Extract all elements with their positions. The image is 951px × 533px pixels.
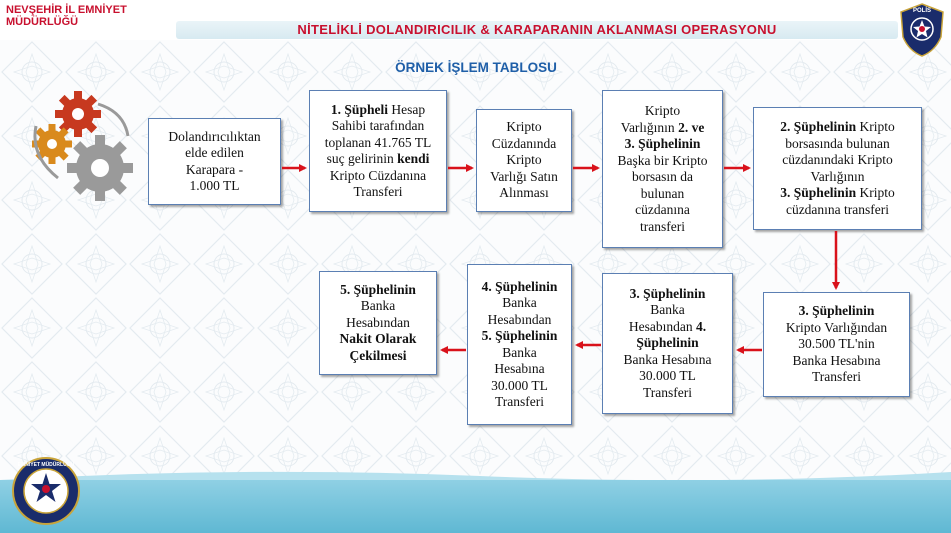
step-9-line: Nakit Olarak <box>339 331 417 347</box>
step-3-line: Alınması <box>499 185 549 201</box>
step-4-line: Varlığının 2. ve <box>620 119 705 135</box>
step-9-line: Banka <box>360 298 396 314</box>
step-8-line: 5. Şüphelinin <box>481 328 558 343</box>
step-9-line: Çekilmesi <box>349 347 407 363</box>
step-4-line: borsasın da <box>631 169 694 184</box>
step-5-line: cüzdanındaki Kripto <box>782 152 893 167</box>
step-3-line: Kripto <box>506 119 542 135</box>
step-6-line: Transferi <box>812 369 861 385</box>
step-9-line: Hesabından <box>346 314 410 330</box>
step-1-line: elde edilen <box>185 145 244 160</box>
step-8-line: Hesabından <box>487 311 552 327</box>
step-2-line: suç gelirinin kendi <box>326 151 430 166</box>
step-8-line: 30.000 TL <box>491 377 548 393</box>
step-4-line: transferi <box>640 218 685 234</box>
page-title: NİTELİKLİ DOLANDIRICILIK & KARAPARANIN AKLANMASI OPERASYONU <box>297 22 777 37</box>
step-4-line: Başka bir Kripto <box>617 152 708 168</box>
step-5-line: 2. Şüphelinin Kripto <box>780 119 895 134</box>
step-7-line: Banka <box>650 302 685 318</box>
step-5-line: borsasında bulunan <box>785 135 890 151</box>
step-6-line: Kripto Varlığından <box>785 319 888 335</box>
police-badge-text: POLİS <box>912 8 931 14</box>
step-1-line: Dolandırıcılıktan <box>168 128 261 144</box>
table-subtitle: ÖRNEK İŞLEM TABLOSU <box>395 60 557 75</box>
step-5-line: cüzdanına transferi <box>785 201 890 217</box>
step-7-line: Şüphelinin <box>636 335 699 351</box>
step-7-line: Transferi <box>643 384 692 400</box>
step-8-line: 4. Şüphelinin <box>481 278 558 294</box>
step-2-line: 1. Şüpheli Hesap <box>330 101 426 117</box>
emblem-text: EMNİYET MÜDÜRLÜĞÜ <box>17 462 75 468</box>
step-2-line: Sahibi tarafından <box>331 118 425 133</box>
step-6-line: 30.500 TL'nin <box>798 336 875 352</box>
step-8-line: Transferi <box>495 394 544 409</box>
step-4-line: Kripto <box>644 103 681 118</box>
step-3-line: Varlığı Satın <box>490 168 558 184</box>
step-9-line: 5. Şüphelinin <box>340 281 416 297</box>
step-3-line: Cüzdanında <box>491 135 557 151</box>
step-3-line: Kripto <box>506 152 542 168</box>
step-7-line: 3. Şüphelinin <box>629 285 706 301</box>
step-8-line: Banka <box>502 344 537 360</box>
step-4-line: cüzdanına <box>635 202 690 217</box>
step-2-line: toplanan 41.765 TL <box>324 134 432 150</box>
step-7-line: 30.000 TL <box>639 368 696 384</box>
step-1-line: 1.000 TL <box>189 178 240 193</box>
step-5-line: Varlığının <box>810 168 865 184</box>
step-6-line: 3. Şüphelinin <box>798 303 875 319</box>
footer-band <box>0 480 951 533</box>
step-4-line: 3. Şüphelinin <box>624 136 701 151</box>
step-6-line: Banka Hesabına <box>792 352 881 368</box>
step-7-line: Hesabından 4. <box>628 318 707 334</box>
step-7-line: Banka Hesabına <box>623 351 712 367</box>
step-4-line: bulunan <box>640 185 685 201</box>
step-8-line: Banka <box>502 295 537 310</box>
step-2-line: Transferi <box>353 184 403 199</box>
step-2-line: Kripto Cüzdanına <box>329 167 427 183</box>
step-1-line: Karapara - <box>185 161 244 177</box>
step-5-line: 3. Şüphelinin Kripto <box>780 185 895 200</box>
step-8-line: Hesabına <box>494 361 545 376</box>
org-name-line1: NEVŞEHİR İL EMNİYET <box>6 4 127 16</box>
org-name-line2: MÜDÜRLÜĞÜ <box>6 16 79 28</box>
